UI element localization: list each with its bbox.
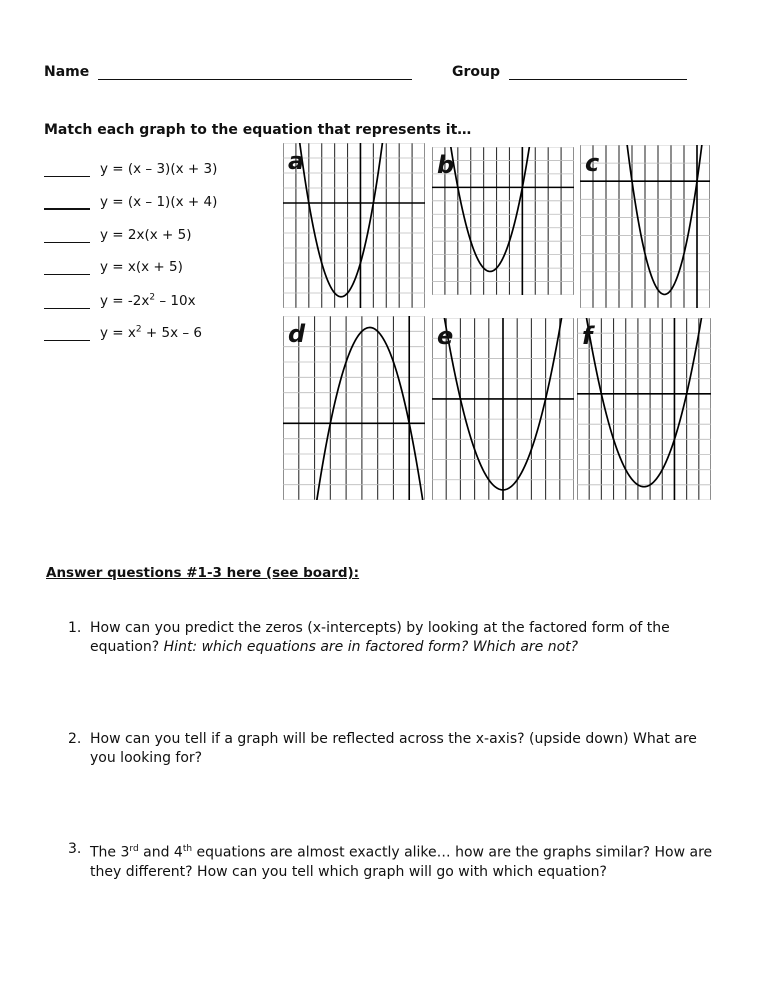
parabola-curve [283, 328, 425, 501]
group-field [452, 64, 687, 80]
answer-blank[interactable] [44, 196, 90, 210]
grid-lines [577, 318, 711, 500]
graph-d [283, 316, 425, 500]
question-number: 2. [68, 731, 82, 747]
equation-text: $y = -2x^2 - 10x$ [100, 292, 196, 309]
question-text: The 3rd and 4th equations are almost exactly alike… how are the graphs similar? How are they different? How can you tell which graph will go with which equation? [90, 844, 713, 880]
answers-heading: Answer questions #1-3 here (see board): [46, 565, 360, 581]
group-label: Group [452, 64, 501, 80]
question-1 [68, 619, 718, 657]
answer-blank[interactable] [44, 230, 90, 243]
graph-label: a [288, 147, 305, 175]
equation-row-5 [44, 292, 196, 310]
equation-row-1 [44, 161, 217, 179]
answer-blank[interactable] [44, 328, 90, 341]
graph-label: d [288, 320, 306, 348]
answer-blank[interactable] [44, 164, 90, 177]
equation-text: y = x(x + 5) [100, 259, 183, 275]
graph-label: e [437, 322, 454, 350]
graph-label: f [582, 322, 593, 350]
question-text: How can you tell if a graph will be reflected across the x-axis? (upside down) What are you looking for? [90, 731, 697, 766]
parabola-curve [283, 143, 425, 297]
name-blank[interactable] [98, 65, 412, 80]
equation-text: y = (x – 3)(x + 3) [100, 161, 218, 177]
question-number: 3. [68, 841, 82, 857]
name-label: Name [44, 64, 90, 80]
question-text: How can you predict the zeros (x-intercepts) by looking at the factored form of the equation? [90, 620, 670, 655]
question-hint: Hint: which equations are in factored form? Which are not? [163, 639, 579, 655]
equation-row-6 [44, 324, 202, 342]
graph-label: c [585, 149, 600, 177]
graph-b [432, 147, 574, 295]
graph-e [432, 318, 574, 500]
equation-row-2 [44, 194, 217, 212]
graph-a [283, 143, 425, 308]
equation-row-4 [44, 259, 183, 277]
question-number: 1. [68, 620, 82, 636]
question-2 [68, 730, 718, 768]
graph-f [577, 318, 711, 500]
equation-row-3 [44, 227, 191, 245]
parabola-curve [577, 318, 711, 487]
answer-blank[interactable] [44, 296, 90, 309]
graph-c [580, 145, 710, 308]
graph-label: b [437, 151, 455, 179]
equation-text: $y = x^2 + 5x - 6$ [100, 324, 203, 341]
group-blank[interactable] [509, 65, 687, 80]
equation-text: y = (x – 1)(x + 4) [100, 194, 218, 210]
question-3 [68, 840, 718, 882]
name-field [44, 64, 412, 80]
instructions: Match each graph to the equation that represents it… [44, 122, 472, 138]
equation-text: y = 2x(x + 5) [100, 227, 192, 243]
answer-blank[interactable] [44, 262, 90, 275]
